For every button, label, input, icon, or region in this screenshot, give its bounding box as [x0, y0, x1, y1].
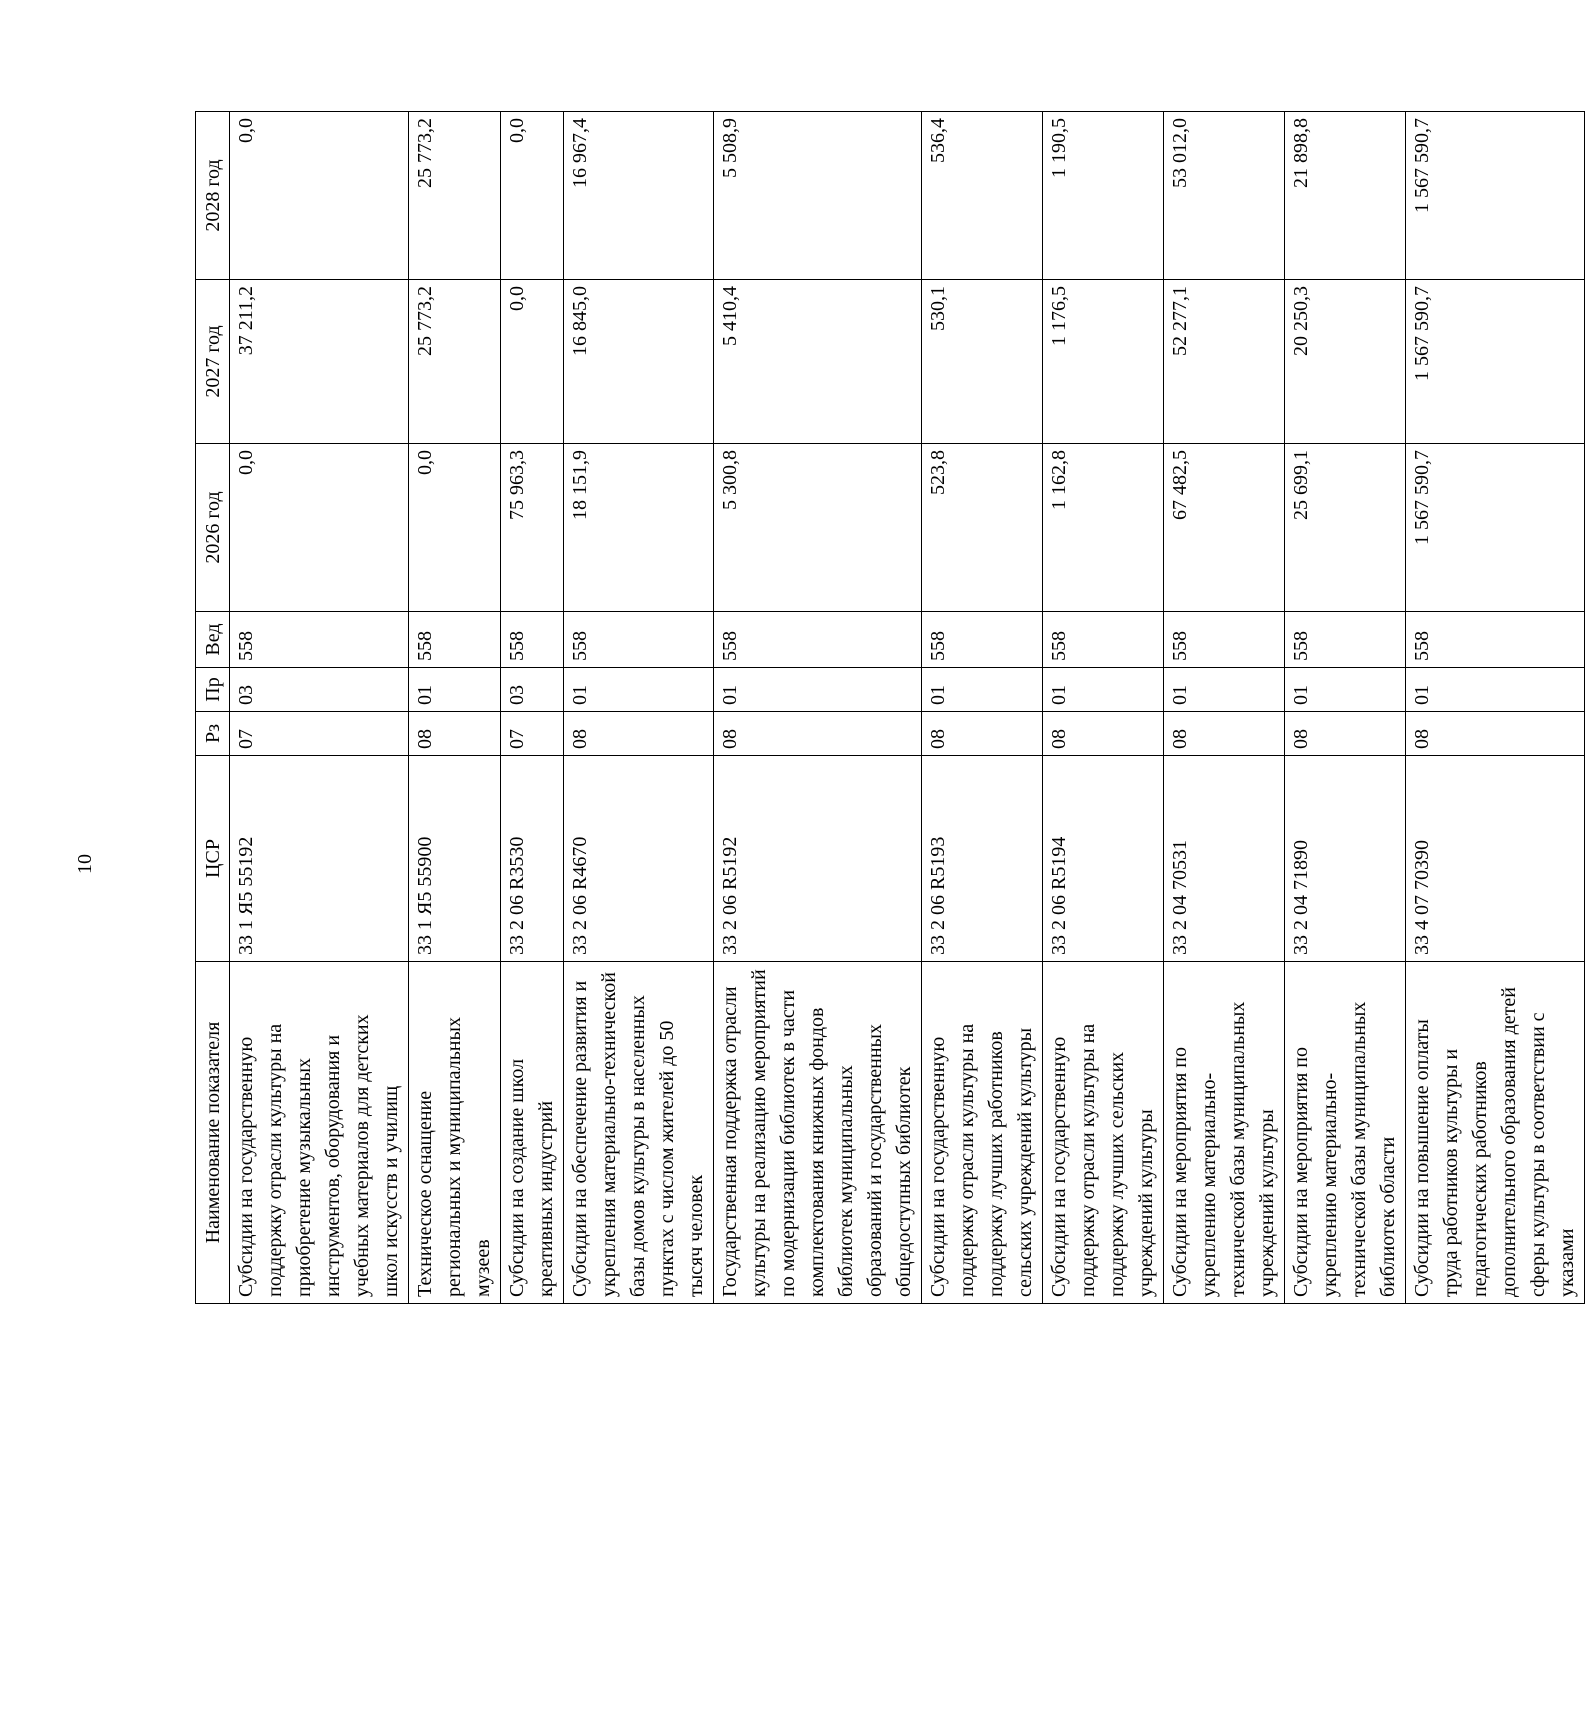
row-csr: 33 2 04 70531 [1164, 756, 1285, 962]
row-2027: 16 845,0 [564, 280, 714, 444]
table-row [409, 112, 501, 1304]
row-2028: 21 898,8 [1285, 112, 1406, 280]
header-ved: Вед [196, 612, 230, 668]
row-ved: 558 [564, 612, 714, 668]
header-name: Наименование показателя [196, 962, 230, 1304]
row-rz: 08 [1164, 712, 1285, 756]
row-name: Техническое оснащение региональных и муниципальных музеев [409, 962, 501, 1304]
row-pr: 01 [1406, 668, 1585, 712]
row-csr: 33 2 06 R5194 [1043, 756, 1164, 962]
row-2027: 1 567 590,7 [1406, 280, 1585, 444]
page-number: 10 [74, 854, 96, 874]
row-2027: 530,1 [922, 280, 1043, 444]
row-pr: 01 [922, 668, 1043, 712]
row-ved: 558 [1406, 612, 1585, 668]
row-ved: 558 [1164, 612, 1285, 668]
table-row [1285, 112, 1406, 1304]
table-row [922, 112, 1043, 1304]
row-rz: 08 [409, 712, 501, 756]
row-2026: 0,0 [230, 444, 409, 612]
table-row [1406, 112, 1585, 1304]
budget-table [195, 111, 1585, 1304]
row-2028: 0,0 [230, 112, 409, 280]
row-csr: 33 4 07 70390 [1406, 756, 1585, 962]
table-row [230, 112, 409, 1304]
row-2027: 37 211,2 [230, 280, 409, 444]
row-pr: 03 [501, 668, 564, 712]
row-2026: 1 162,8 [1043, 444, 1164, 612]
row-2027: 5 410,4 [714, 280, 922, 444]
row-rz: 07 [501, 712, 564, 756]
row-pr: 01 [714, 668, 922, 712]
row-pr: 03 [230, 668, 409, 712]
row-ved: 558 [714, 612, 922, 668]
row-2028: 53 012,0 [1164, 112, 1285, 280]
row-2026: 523,8 [922, 444, 1043, 612]
row-name: Субсидии на повышение оплаты труда работников культуры и педагогических работников дополнительного образования детей сферы культуры в соответствии с указами [1406, 962, 1585, 1304]
row-2027: 0,0 [501, 280, 564, 444]
row-2026: 25 699,1 [1285, 444, 1406, 612]
row-csr: 33 2 06 R3530 [501, 756, 564, 962]
header-2026: 2026 год [196, 444, 230, 612]
row-2028: 16 967,4 [564, 112, 714, 280]
table-row [564, 112, 714, 1304]
header-2028: 2028 год [196, 112, 230, 280]
row-2028: 536,4 [922, 112, 1043, 280]
row-2026: 75 963,3 [501, 444, 564, 612]
row-pr: 01 [409, 668, 501, 712]
header-rz: Рз [196, 712, 230, 756]
row-2028: 0,0 [501, 112, 564, 280]
table-row [1043, 112, 1164, 1304]
row-ved: 558 [230, 612, 409, 668]
row-rz: 08 [714, 712, 922, 756]
row-2027: 52 277,1 [1164, 280, 1285, 444]
row-pr: 01 [1043, 668, 1164, 712]
row-ved: 558 [1043, 612, 1164, 668]
row-rz: 08 [1406, 712, 1585, 756]
row-name: Субсидии на государственную поддержку отрасли культуры на приобретение музыкальных инструментов, оборудования и учебных материалов для детских школ искусств и училищ [230, 962, 409, 1304]
row-2026: 1 567 590,7 [1406, 444, 1585, 612]
row-2028: 1 567 590,7 [1406, 112, 1585, 280]
row-2027: 25 773,2 [409, 280, 501, 444]
row-name: Субсидии на государственную поддержку отрасли культуры на поддержку лучших сельских учреждений культуры [1043, 962, 1164, 1304]
row-csr: 33 2 04 71890 [1285, 756, 1406, 962]
row-2026: 0,0 [409, 444, 501, 612]
row-name: Субсидии на создание школ креативных индустрий [501, 962, 564, 1304]
row-rz: 08 [922, 712, 1043, 756]
row-name: Субсидии на обеспечение развития и укрепления материально-технической базы домов культуры в населенных пунктах с числом жителей до 50 тысяч человек [564, 962, 714, 1304]
row-rz: 07 [230, 712, 409, 756]
row-ved: 558 [1285, 612, 1406, 668]
row-pr: 01 [1285, 668, 1406, 712]
rotated-table-container [195, 112, 1578, 1304]
table-row [1164, 112, 1285, 1304]
row-csr: 33 2 06 R5193 [922, 756, 1043, 962]
table-row [714, 112, 922, 1304]
row-2026: 18 151,9 [564, 444, 714, 612]
row-ved: 558 [501, 612, 564, 668]
row-pr: 01 [564, 668, 714, 712]
header-pr: Пр [196, 668, 230, 712]
row-name: Субсидии на мероприятия по укреплению материально-технической базы муниципальных библиотек области [1285, 962, 1406, 1304]
row-rz: 08 [1043, 712, 1164, 756]
row-rz: 08 [1285, 712, 1406, 756]
row-pr: 01 [1164, 668, 1285, 712]
row-2028: 25 773,2 [409, 112, 501, 280]
row-name: Субсидии на мероприятия по укреплению материально-технической базы муниципальных учреждений культуры [1164, 962, 1285, 1304]
row-csr: 33 2 06 R5192 [714, 756, 922, 962]
row-ved: 558 [922, 612, 1043, 668]
table-header-row [196, 112, 230, 1304]
row-2027: 1 176,5 [1043, 280, 1164, 444]
row-rz: 08 [564, 712, 714, 756]
header-2027: 2027 год [196, 280, 230, 444]
row-ved: 558 [409, 612, 501, 668]
row-2028: 5 508,9 [714, 112, 922, 280]
row-csr: 33 1 Я5 55192 [230, 756, 409, 962]
row-2026: 5 300,8 [714, 444, 922, 612]
table-row [501, 112, 564, 1304]
row-2028: 1 190,5 [1043, 112, 1164, 280]
header-csr: ЦСР [196, 756, 230, 962]
row-csr: 33 2 06 R4670 [564, 756, 714, 962]
row-name: Субсидии на государственную поддержку отрасли культуры на поддержку лучших работников сельских учреждений культуры [922, 962, 1043, 1304]
row-2026: 67 482,5 [1164, 444, 1285, 612]
row-2027: 20 250,3 [1285, 280, 1406, 444]
row-csr: 33 1 Я5 55900 [409, 756, 501, 962]
row-name: Государственная поддержка отрасли культуры на реализацию мероприятий по модернизации библиотек в части комплектования книжных фондов библиотек муниципальных образований и государственных общедоступных библиотек [714, 962, 922, 1304]
